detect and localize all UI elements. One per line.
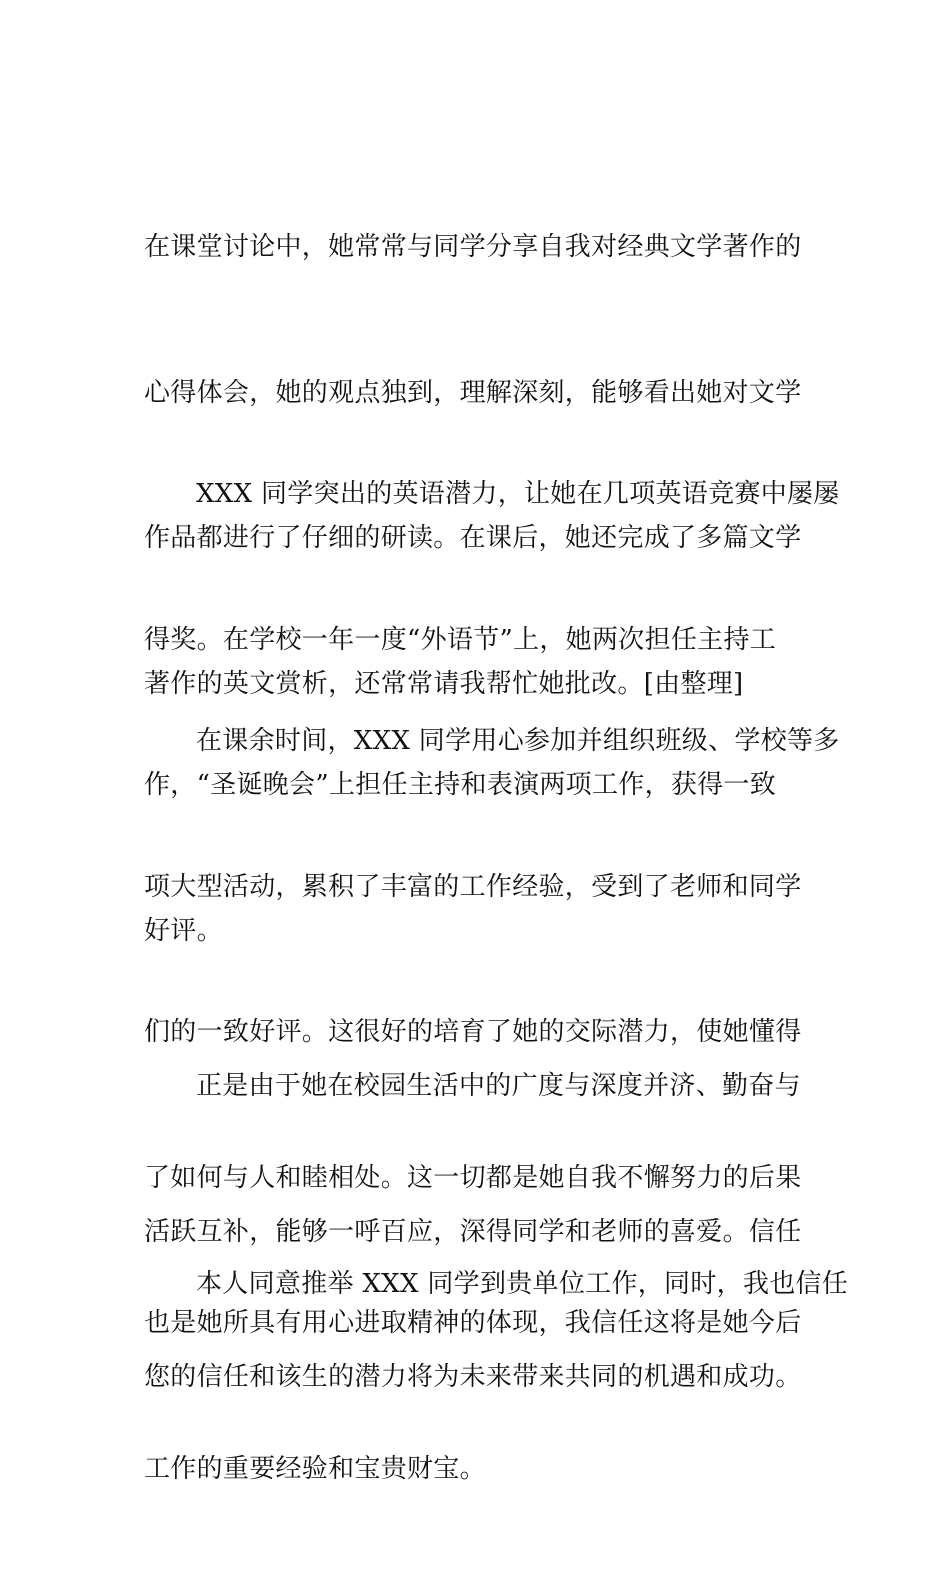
paragraph-5 bbox=[144, 1163, 849, 1406]
paragraph-1-line-1: 在课堂讨论中，她常常与同学分享自我对经典文学著作的 bbox=[144, 232, 802, 262]
paragraph-3-line-3: 们的一致好评。这很好的培育了她的交际潜力，使她懂得 bbox=[144, 1017, 802, 1047]
paragraph-3-line-6: 工作的重要经验和宝贵财宝。 bbox=[144, 1453, 486, 1484]
paragraph-5-line-1: 本人同意推举 XXX 同学到贵单位工作，同时，我也信任 bbox=[196, 1269, 849, 1299]
paragraph-2-line-2: 得奖。在学校一年一度“外语节”上，她两次担任主持工 bbox=[144, 624, 777, 655]
paragraph-1-line-4: 著作的英文赏析，还常常请我帮忙她批改。[由整理] bbox=[144, 668, 744, 699]
paragraph-3-line-4: 了如何与人和睦相处。这一切都是她自我不懈努力的后果 bbox=[144, 1162, 802, 1193]
paragraph-1-line-3: 作品都进行了仔细的研读。在课后，她还完成了多篇文学 bbox=[144, 523, 802, 553]
paragraph-3-line-2: 项大型活动，累积了丰富的工作经验，受到了老师和同学 bbox=[144, 871, 802, 902]
paragraph-2-line-3: 作，“圣诞晚会”上担任主持和表演两项工作，获得一致 bbox=[144, 770, 777, 800]
paragraph-4-line-1: 正是由于她在校园生活中的广度与深度并济、勤奋与 bbox=[196, 1071, 801, 1101]
paragraph-3-line-1: 在课余时间，XXX 同学用心参加并组织班级、学校等多 bbox=[196, 726, 840, 756]
paragraph-2-line-4: 好评。 bbox=[144, 915, 223, 946]
paragraph-1-line-2: 心得体会，她的观点独到，理解深刻，能够看出她对文学 bbox=[144, 377, 802, 408]
paragraph-4-line-2: 活跃互补，能够一呼百应，深得同学和老师的喜爱。信任 bbox=[144, 1216, 802, 1247]
paragraph-2-line-1: XXX 同学突出的英语潜力，让她在几项英语竞赛中屡屡 bbox=[196, 479, 840, 509]
paragraph-3-line-5: 也是她所具有用心进取精神的体现，我信任这将是她今后 bbox=[144, 1308, 802, 1338]
paragraph-4-line-3: 您的信任和该生的潜力将为未来带来共同的机遇和成功。 bbox=[144, 1362, 802, 1392]
